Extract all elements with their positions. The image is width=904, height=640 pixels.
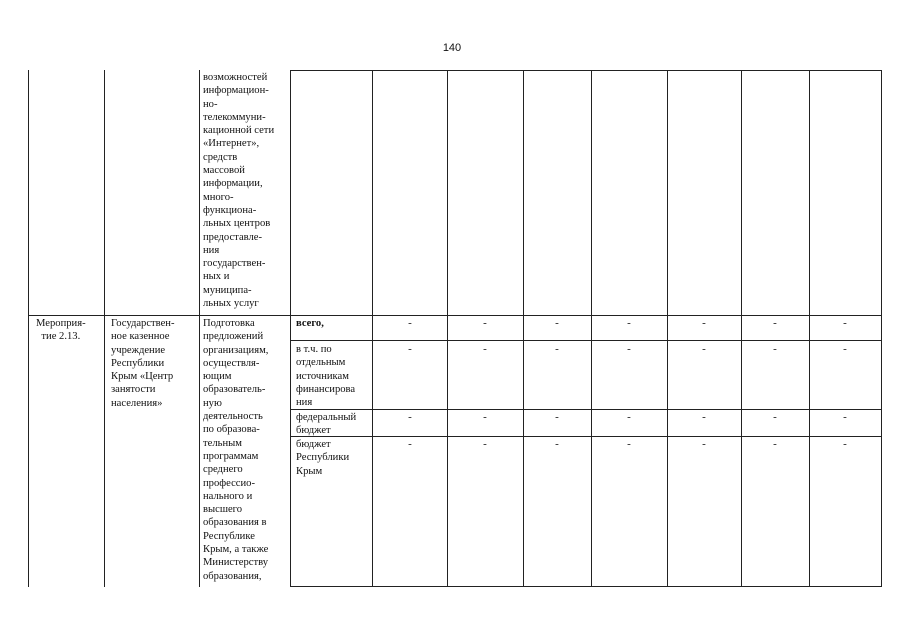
value-cell: - (408, 411, 412, 423)
row-divider (290, 409, 882, 410)
funding-source-federal: федеральный бюджет (296, 412, 357, 437)
event-number: Мероприя- тие 2.13. (36, 318, 86, 343)
value-cell: - (843, 317, 847, 329)
value-cell: - (702, 438, 706, 450)
value-cell: - (408, 317, 412, 329)
value-cell: - (555, 317, 559, 329)
value-cell: - (702, 343, 706, 355)
value-cell: - (843, 411, 847, 423)
column-divider (447, 70, 448, 587)
value-cell: - (702, 411, 706, 423)
column-divider (290, 70, 291, 587)
value-cell: - (483, 343, 487, 355)
value-cell: - (483, 317, 487, 329)
value-cell: - (627, 343, 631, 355)
column-divider (104, 70, 105, 587)
table-border-bottom (290, 586, 882, 587)
event-executor: Государствен- ное казенное учреждение Республики Крым «Центр занятости населения» (111, 318, 175, 409)
value-cell: - (773, 411, 777, 423)
value-cell: - (627, 438, 631, 450)
value-cell: - (555, 438, 559, 450)
table-border-right (881, 70, 882, 587)
value-cell: - (555, 343, 559, 355)
value-cell: - (483, 411, 487, 423)
column-divider (523, 70, 524, 587)
column-divider (741, 70, 742, 587)
value-cell: - (843, 438, 847, 450)
column-divider (199, 70, 200, 587)
value-cell: - (773, 438, 777, 450)
value-cell: - (483, 438, 487, 450)
funding-source-crimea: бюджет Республики Крым (296, 439, 350, 477)
event-description: Подготовка предложений организациям, осуществля- ющим образователь- ную деятельность по образова- тельным программам среднего профессио- нального и высшего образования в Республике Крым, а также Министерству образования, (203, 318, 269, 582)
value-cell: - (627, 411, 631, 423)
funding-source-by-sources: в т.ч. по отдельным источникам финансирова ния (296, 344, 356, 409)
column-divider (591, 70, 592, 587)
row-divider (290, 436, 882, 437)
column-divider (667, 70, 668, 587)
value-cell: - (627, 317, 631, 329)
value-cell: - (555, 411, 559, 423)
value-cell: - (702, 317, 706, 329)
value-cell: - (408, 343, 412, 355)
page-number: 140 (442, 42, 462, 54)
row-divider (28, 315, 882, 316)
column-divider (809, 70, 810, 587)
row-divider (290, 70, 882, 71)
value-cell: - (773, 317, 777, 329)
column-divider (372, 70, 373, 587)
row-divider (290, 340, 882, 341)
value-cell: - (843, 343, 847, 355)
description-continuation: возможностей информацион- но- телекоммуни- кационной сети «Интернет», средств массовой информации, много- функциона- льных центров предоставле- ния государствен- ных и муниципа- льных услуг (203, 72, 275, 310)
funding-source-total: всего, (296, 318, 324, 329)
value-cell: - (408, 438, 412, 450)
value-cell: - (773, 343, 777, 355)
table-border-left (28, 70, 29, 587)
